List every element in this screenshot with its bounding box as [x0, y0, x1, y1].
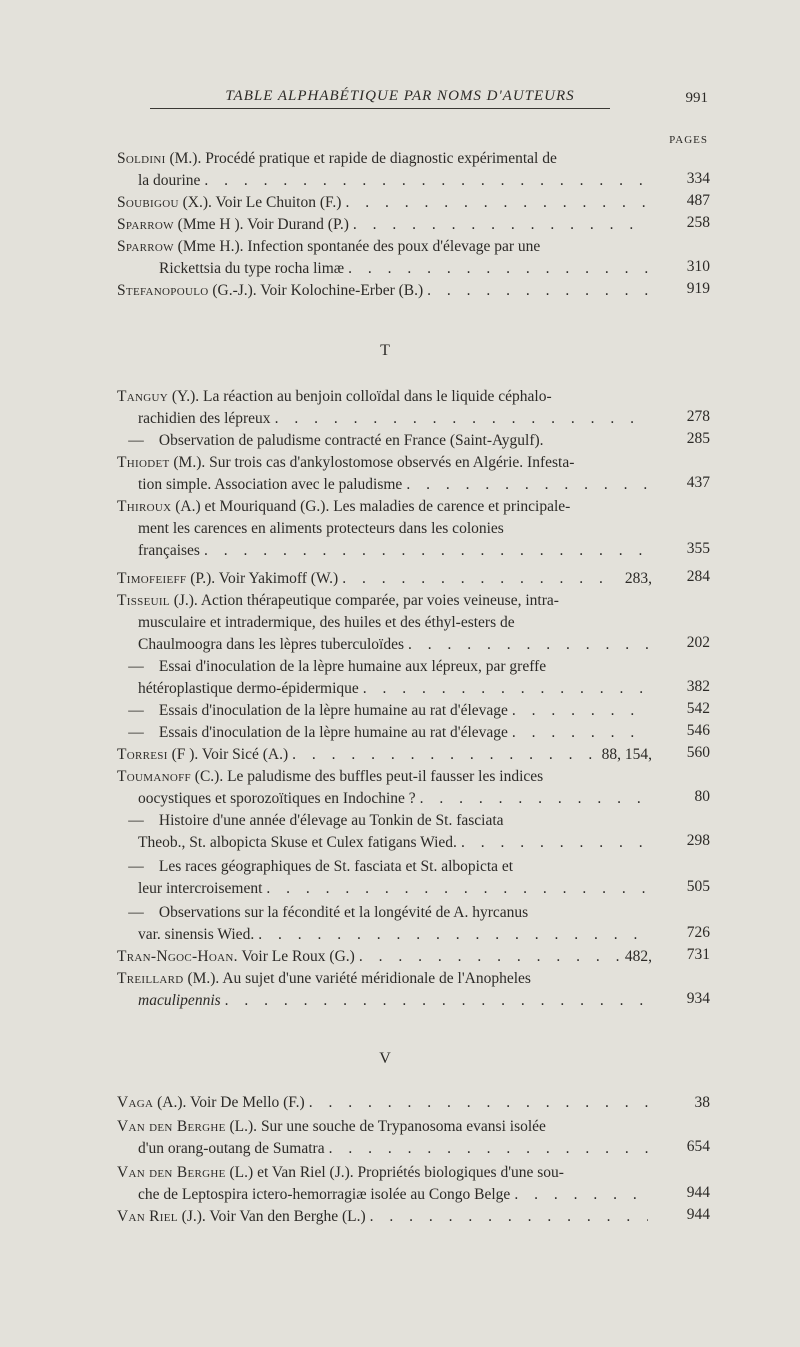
leader-dots [427, 280, 648, 302]
index-entry [117, 946, 654, 968]
leader-dots [363, 678, 648, 700]
entry-page: 38 [694, 1094, 710, 1111]
index-entry [117, 656, 654, 700]
entry-author: Van den Berghe [117, 1118, 226, 1135]
entry-initials: (J.). [181, 1208, 206, 1225]
leader-dots [204, 170, 648, 192]
entry-text: che de Leptospira ictero-hemorragiæ isolée au Congo Belge [138, 1185, 511, 1203]
entry-text: Voir Le Chuiton (F.) [215, 194, 342, 211]
ditto-dash: — [128, 812, 144, 829]
entry-text: rachidien des lépreux [138, 409, 271, 427]
entry-text: Voir Sicé (A.) [201, 746, 289, 763]
entry-author: Sparrow [117, 238, 174, 255]
leader-dots [309, 1092, 648, 1114]
entry-text: Sur trois cas d'ankylostomose observés en Algérie. Infesta- [209, 454, 575, 471]
entry-text: Voir Yakimoff (W.) [218, 570, 339, 587]
index-entry [117, 236, 654, 280]
leader-dots [329, 1138, 648, 1160]
entry-text: Au sujet d'une variété méridionale de l'Anopheles [222, 970, 531, 987]
leader-dots [353, 214, 648, 236]
index-entry [117, 902, 654, 946]
leader-dots [420, 788, 648, 810]
entry-page: 202 [686, 634, 710, 651]
index-entry [117, 700, 654, 722]
leader-dots [359, 946, 619, 968]
page-number: 991 [685, 90, 708, 106]
entry-initials: (F ). [171, 746, 199, 763]
entry-author: Thiodet [117, 454, 170, 471]
index-entry [117, 810, 654, 854]
entry-text: Voir Le Roux (G.) [241, 948, 355, 965]
entry-page: 278 [686, 408, 710, 425]
index-entry [117, 148, 654, 192]
entry-text: Histoire d'une année d'élevage au Tonkin de St. fasciata [158, 812, 504, 829]
entry-page: 487 [686, 192, 710, 209]
index-entry [117, 1116, 654, 1160]
leader-dots [266, 878, 648, 900]
entry-author: Treillard [117, 970, 184, 987]
entry-page: 944 [686, 1206, 710, 1223]
entry-author: Van den Berghe [117, 1164, 226, 1181]
entry-extra-pages: 482, [624, 948, 652, 965]
index-entry [117, 722, 654, 744]
section-letter-t: T [380, 342, 390, 359]
entry-text: Procédé pratique et rapide de diagnostic expérimental de [205, 150, 557, 167]
entry-text: et Mouriquand (G.). Les maladies de carence et principale- [204, 498, 571, 515]
entry-page: 310 [686, 258, 710, 275]
index-entry [117, 744, 654, 766]
entry-author: Toumanoff [117, 768, 191, 785]
entry-initials: (Mme H ). [177, 216, 244, 233]
index-entry [117, 590, 654, 655]
entry-page: 934 [686, 990, 710, 1007]
entry-text: tion simple. Association avec le paludisme [138, 475, 403, 493]
entry-page: 944 [686, 1184, 710, 1201]
leader-dots [258, 924, 648, 946]
entry-text: Infection spontanée des poux d'élevage par une [247, 238, 541, 255]
leader-dots [370, 1206, 648, 1228]
entry-page: 654 [686, 1138, 710, 1155]
entry-page: 560 [686, 744, 710, 761]
entry-text: Voir Kolochine-Erber (B.) [260, 282, 424, 299]
entry-author: Soldini [117, 150, 166, 167]
header-rule [150, 108, 610, 109]
entry-text: hétéroplastique dermo-épidermique [138, 679, 359, 697]
entry-initials: (P.). [190, 570, 216, 587]
leader-dots [342, 568, 619, 590]
leader-dots [408, 634, 648, 656]
index-entry [117, 496, 654, 561]
entry-initials: (L.). [229, 1118, 258, 1135]
entry-page: 731 [686, 946, 710, 963]
ditto-dash: — [128, 724, 144, 741]
leader-dots [348, 258, 648, 280]
entry-text: Theob., St. albopicta Skuse et Culex fatigans Wied. [138, 833, 457, 851]
entry-initials: (A.) [175, 498, 201, 515]
entry-text: Les races géographiques de St. fasciata et St. albopicta et [158, 858, 514, 875]
entry-text: et Van Riel (J.). Propriétés biologiques d'une sou- [257, 1164, 564, 1181]
entry-page: 80 [694, 788, 710, 805]
entry-text: Le paludisme des buffles peut-il fausser les indices [227, 768, 544, 785]
index-entry [117, 568, 654, 590]
entry-text: Observations sur la fécondité et la longévité de A. hyrcanus [158, 904, 529, 921]
leader-dots [512, 722, 648, 744]
entry-text: musculaire et intradermique, des huiles et des éthyl-esters de [138, 613, 515, 631]
entry-extra-pages: 283, [624, 570, 652, 587]
index-entry [117, 386, 654, 430]
entry-author: Tisseuil [117, 592, 170, 609]
entry-text: Sur une souche de Trypanosoma evansi isolée [260, 1118, 546, 1135]
leader-dots [514, 1184, 648, 1206]
leader-dots [406, 474, 648, 496]
index-entry [117, 856, 654, 900]
running-header-title: TABLE ALPHABÉTIQUE PAR NOMS D'AUTEURS [225, 88, 575, 104]
entry-text: Action thérapeutique comparée, par voies veineuse, intra- [200, 592, 559, 609]
leader-dots [204, 540, 648, 562]
pages-column-label: PAGES [669, 134, 708, 146]
entry-initials: (Y.). [171, 388, 200, 405]
entry-initials: (Mme H.). [177, 238, 244, 255]
index-entry [117, 1206, 654, 1228]
entry-extra-pages: 88, 154, [601, 746, 652, 763]
leader-dots [225, 990, 648, 1012]
ditto-dash: — [128, 702, 144, 719]
entry-page: 258 [686, 214, 710, 231]
ditto-dash: — [128, 904, 144, 921]
entry-text: La réaction au benjoin colloïdal dans le liquide céphalo- [203, 388, 552, 405]
entry-page: 542 [686, 700, 710, 717]
entry-author: Van Riel [117, 1208, 178, 1225]
entry-initials: (C.). [194, 768, 224, 785]
entry-author: Thiroux [117, 498, 172, 515]
entry-page: 284 [686, 568, 710, 585]
entry-text: Rickettsia du type rocha limæ [159, 259, 345, 277]
entry-text: Essai d'inoculation de la lèpre humaine aux lépreux, par greffe [158, 658, 547, 675]
index-entry [117, 192, 654, 214]
entry-text: d'un orang-outang de Sumatra [138, 1139, 325, 1157]
index-entry [117, 766, 654, 810]
entry-page: 298 [686, 832, 710, 849]
entry-author: Timofeieff [117, 570, 187, 587]
entry-page: 726 [686, 924, 710, 941]
entry-text: oocystiques et sporozoïtiques en Indochine ? [138, 789, 416, 807]
entry-text: françaises [138, 541, 200, 559]
entry-page: 505 [686, 878, 710, 895]
entry-initials: (A.). [157, 1094, 187, 1111]
leader-dots [512, 700, 648, 722]
entry-author: Tran-Ngoc-Hoan. [117, 948, 238, 965]
entry-page: 285 [686, 430, 710, 447]
entry-text: la dourine [138, 171, 201, 189]
index-entry [117, 1092, 654, 1114]
entry-author: Soubigou [117, 194, 179, 211]
index-entry [117, 452, 654, 496]
leader-dots [345, 192, 648, 214]
entry-text: leur intercroisement [138, 879, 263, 897]
index-entry [117, 1162, 654, 1206]
entry-page: 546 [686, 722, 710, 739]
entry-author: Tanguy [117, 388, 168, 405]
entry-page: 382 [686, 678, 710, 695]
ditto-dash: — [128, 658, 144, 675]
entry-text: Voir De Mello (F.) [190, 1094, 305, 1111]
entry-page: 334 [686, 170, 710, 187]
index-entry [117, 214, 654, 236]
entry-initials: (G.-J.). [212, 282, 257, 299]
entry-author: Sparrow [117, 216, 174, 233]
entry-page: 919 [686, 280, 710, 297]
entry-initials: (J.). [173, 592, 198, 609]
ditto-dash: — [128, 432, 144, 449]
entry-text: var. sinensis Wied. [138, 925, 255, 943]
entry-initials: (M.). [169, 150, 202, 167]
leader-dots [461, 832, 648, 854]
entry-text: Voir Van den Berghe (L.) [209, 1208, 366, 1225]
entry-text: Chaulmoogra dans les lèpres tuberculoïdes [138, 635, 405, 653]
index-entry [117, 280, 654, 302]
entry-page: 437 [686, 474, 710, 491]
entry-initials: (L.) [229, 1164, 254, 1181]
entry-text: Essais d'inoculation de la lèpre humaine au rat d'élevage [158, 724, 508, 741]
leader-dots [292, 744, 596, 766]
entry-initials: (X.). [182, 194, 212, 211]
entry-text: Observation de paludisme contracté en France (Saint-Aygulf). [158, 432, 544, 449]
entry-author: Stefanopoulo [117, 282, 209, 299]
ditto-dash: — [128, 858, 144, 875]
entry-author: Vaga [117, 1094, 154, 1111]
entry-initials: (M.). [187, 970, 220, 987]
entry-text: maculipennis [138, 991, 221, 1009]
leader-dots [275, 408, 648, 430]
entry-initials: (M.). [173, 454, 206, 471]
index-entry [117, 430, 654, 452]
index-entry [117, 968, 654, 1012]
entry-text: ment les carences en aliments protecteurs dans les colonies [138, 519, 504, 537]
section-letter-v: V [379, 1050, 391, 1067]
entry-page: 355 [686, 540, 710, 557]
entry-text: Voir Durand (P.) [247, 216, 349, 233]
entry-author: Torresi [117, 746, 168, 763]
entry-text: Essais d'inoculation de la lèpre humaine au rat d'élevage [158, 702, 508, 719]
